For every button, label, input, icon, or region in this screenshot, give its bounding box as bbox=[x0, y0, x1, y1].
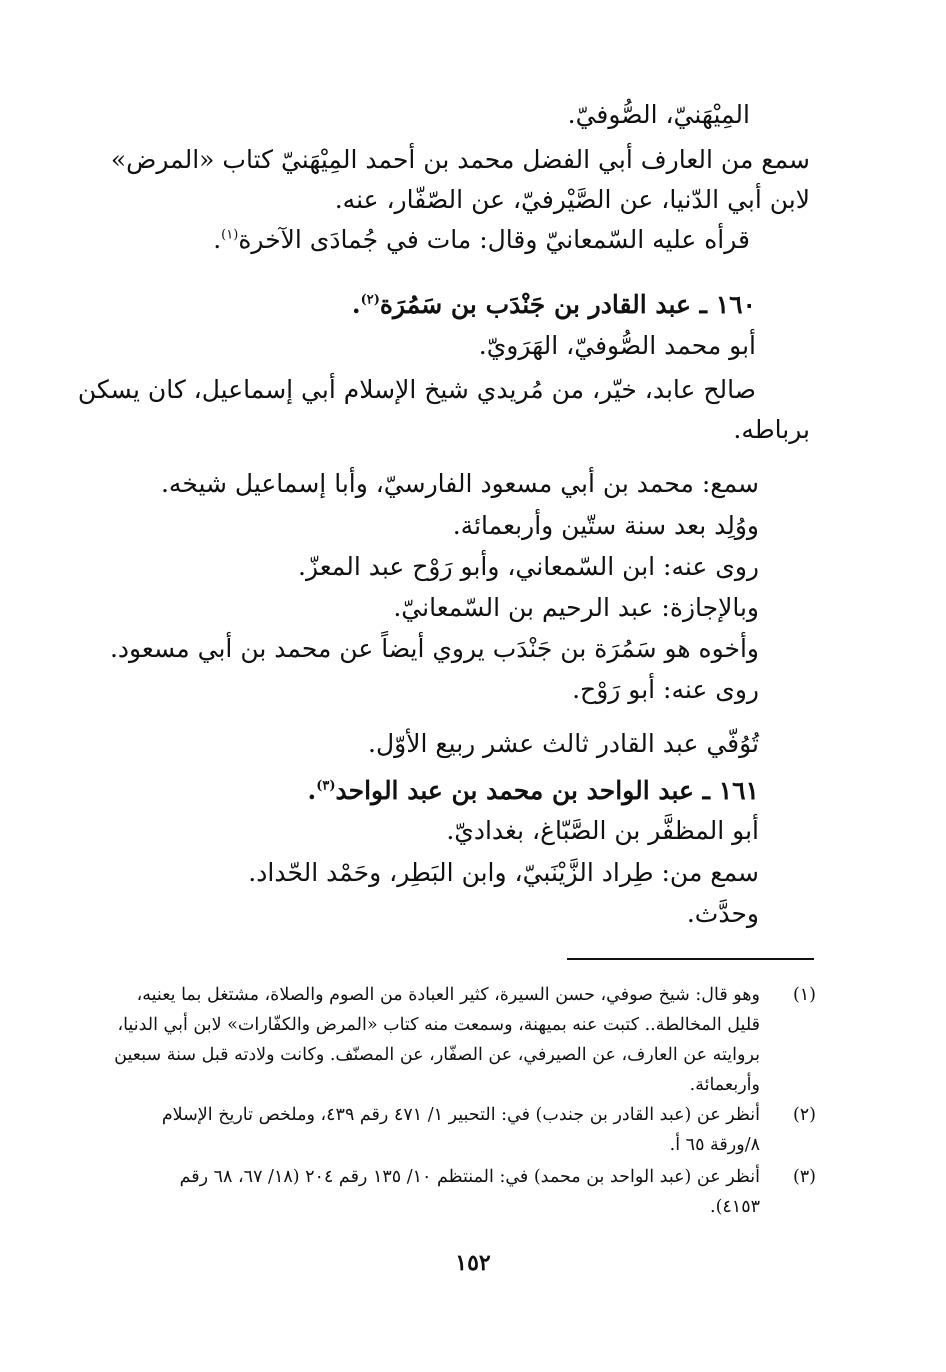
text-line: وبالإجازة: عبد الرحيم بن السّمعانيّ. bbox=[393, 593, 759, 622]
footnote-line: وهو قال: شيخ صوفي، حسن السيرة، كثير العبادة من الصوم والصلاة، مشتغل بما يعنيه، bbox=[136, 985, 760, 1005]
text-line: تُوُفّي عبد القادر ثالث عشر ربيع الأوّل. bbox=[368, 729, 759, 758]
text-line: برباطه. bbox=[733, 415, 810, 444]
footnote-line: ٨/ورقة ٦٥ أ. bbox=[669, 1135, 760, 1155]
text-line: أبو محمد الصُّوفيّ، الهَرَويّ. bbox=[478, 331, 756, 360]
text-line: روى عنه: ابن السّمعاني، وأبو رَوْح عبد المعزّ. bbox=[298, 552, 759, 581]
text-line: روى عنه: أبو رَوْح. bbox=[572, 675, 759, 704]
footnote-divider bbox=[567, 958, 814, 960]
text-line: صالح عابد، خيّر، من مُريدي شيخ الإسلام أبي إسماعيل، كان يسكن bbox=[77, 375, 756, 404]
footnote-line: وأربعمائة. bbox=[689, 1075, 760, 1095]
text-line: المِيْهَنيّ، الصُّوفيّ. bbox=[567, 100, 750, 129]
footnote-number: (٣) bbox=[792, 1167, 816, 1187]
text-line: سمع: محمد بن أبي مسعود الفارسيّ، وأبا إسماعيل شيخه. bbox=[160, 469, 759, 498]
text-line: وأخوه هو سَمُرَة بن جَنْدَب يروي أيضاً عن محمد بن أبي مسعود. bbox=[109, 634, 759, 663]
text-line: قرأه عليه السّمعانيّ وقال: مات في جُمادَى الآخرة$^{(١)}$. bbox=[213, 225, 750, 254]
footnote-line: أنظر عن (عبد القادر بن جندب) في: التحبير ١/ ٤٧١ رقم ٤٣٩، وملخص تاريخ الإسلام bbox=[161, 1105, 760, 1125]
page-number: ١٥٢ bbox=[455, 1250, 491, 1276]
footnote-number: (٢) bbox=[792, 1105, 816, 1125]
text-line: ووُلِد بعد سنة ستّين وأربعمائة. bbox=[452, 511, 759, 540]
text-line: سمع من العارف أبي الفضل محمد بن أحمد المِيْهَنيّ كتاب «المرض» bbox=[110, 145, 810, 174]
text-line: لابن أبي الدّنيا، عن الصَّيْرفيّ، عن الصّفّار، عنه. bbox=[334, 185, 810, 214]
footnote-line: بروايته عن العارف، عن الصيرفي، عن الصفّار، عن المصنّف. وكانت ولادته قبل سنة سبعين bbox=[114, 1045, 760, 1065]
footnote-number: (١) bbox=[792, 985, 816, 1005]
text-line: أبو المظفَّر بن الصَّبّاغ، بغداديّ. bbox=[446, 816, 759, 845]
footnote-line: أنظر عن (عبد الواحد بن محمد) في: المنتظم ١٠/ ١٣٥ رقم ٢٠٤ (١٨/ ٦٧، ٦٨ رقم bbox=[179, 1167, 760, 1187]
entry-heading: ١٦٠ ـ عبد القادر بن جَنْدَب بن سَمُرَة$^{(٢)}$. bbox=[351, 290, 756, 319]
footnote bbox=[98, 1100, 816, 1160]
footnote bbox=[98, 1162, 816, 1222]
footnote-line: قليل المخالطة.. كتبت عنه بميهنة، وسمعت منه كتاب «المرض والكفّارات» لابن أبي الدنيا، bbox=[117, 1015, 760, 1035]
entry-heading: ١٦١ ـ عبد الواحد بن محمد بن عبد الواحد$^{(٣)}$. bbox=[307, 776, 759, 805]
text-line: سمع من: طِراد الزَّيْنَبيّ، وابن البَطِر، وحَمْد الحّداد. bbox=[248, 858, 759, 887]
footnote bbox=[98, 980, 816, 1100]
footnote-line: ٤١٥٣). bbox=[710, 1197, 760, 1217]
text-line: وحدَّث. bbox=[686, 899, 759, 928]
